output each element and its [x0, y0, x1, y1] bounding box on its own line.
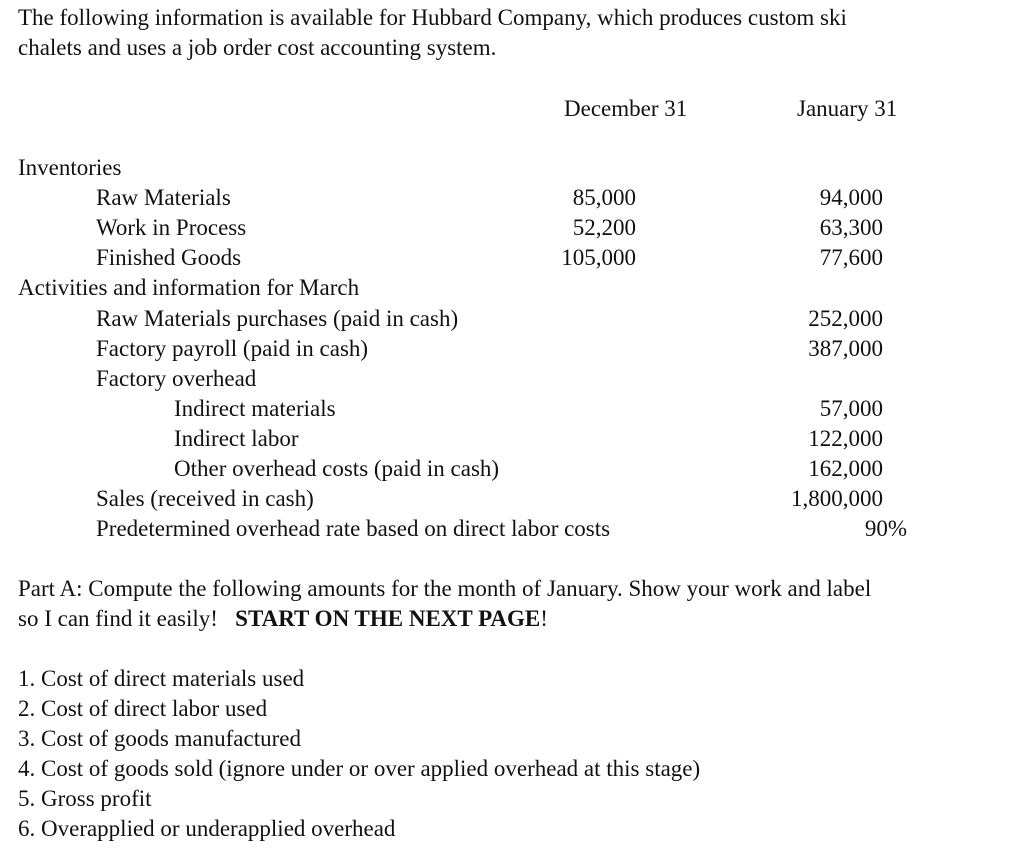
overhead-label-indirect-labor: Indirect labor	[174, 426, 299, 451]
inventory-label-raw-materials: Raw Materials	[96, 185, 231, 210]
part-a-line-2	[18, 604, 548, 634]
inventories-heading: Inventories	[18, 155, 122, 180]
activity-value-rm-purchases: 252,000	[808, 306, 883, 331]
question-item: 2. Cost of direct labor used	[18, 696, 268, 721]
inventory-label-work-in-process: Work in Process	[96, 215, 247, 240]
activity-label-factory-payroll: Factory payroll (paid in cash)	[96, 336, 369, 361]
overhead-label-other-costs: Other overhead costs (paid in cash)	[174, 456, 500, 481]
question-item: 4. Cost of goods sold (ignore under or over applied overhead at this stage)	[18, 756, 701, 781]
factory-overhead-heading: Factory overhead	[96, 366, 257, 391]
inventory-dec-raw-materials: 85,000	[572, 185, 636, 210]
activity-value-overhead-rate: 90%	[864, 516, 907, 541]
activity-label-overhead-rate: Predetermined overhead rate based on direct labor costs	[96, 516, 611, 541]
activity-label-sales: Sales (received in cash)	[96, 486, 314, 511]
part-a-line-1: Part A: Compute the following amounts for the month of January. Show your work and label	[18, 576, 872, 601]
inventory-jan-raw-materials: 94,000	[819, 185, 883, 210]
inventory-jan-work-in-process: 63,300	[819, 215, 883, 240]
intro-line-2: chalets and uses a job order cost accounting system.	[18, 35, 497, 60]
question-item: 6. Overapplied or underapplied overhead	[18, 816, 396, 841]
inventory-label-finished-goods: Finished Goods	[96, 245, 242, 270]
question-item: 5. Gross profit	[18, 786, 152, 811]
overhead-value-indirect-materials: 57,000	[819, 396, 883, 421]
overhead-value-indirect-labor: 122,000	[808, 426, 883, 451]
inventory-dec-finished-goods: 105,000	[561, 245, 636, 270]
question-item: 3. Cost of goods manufactured	[18, 726, 301, 751]
inventory-jan-finished-goods: 77,600	[819, 245, 883, 270]
activity-value-sales: 1,800,000	[791, 486, 883, 511]
overhead-label-indirect-materials: Indirect materials	[174, 396, 336, 421]
activity-value-factory-payroll: 387,000	[808, 336, 883, 361]
column-header-december: December 31	[564, 96, 688, 121]
intro-line-1: The following information is available for Hubbard Company, which produces custom ski	[18, 5, 847, 30]
part-a-line-2-prefix: so I can find it easily!	[18, 606, 218, 631]
part-a-line-2-suffix: !	[540, 606, 548, 631]
inventory-dec-work-in-process: 52,200	[572, 215, 636, 240]
question-item: 1. Cost of direct materials used	[18, 666, 305, 691]
overhead-value-other-costs: 162,000	[808, 456, 883, 481]
column-header-january: January 31	[797, 96, 898, 121]
activities-heading: Activities and information for March	[18, 275, 360, 300]
activity-label-rm-purchases: Raw Materials purchases (paid in cash)	[96, 306, 459, 331]
part-a-instruction-bold: START ON THE NEXT PAGE	[235, 606, 541, 631]
